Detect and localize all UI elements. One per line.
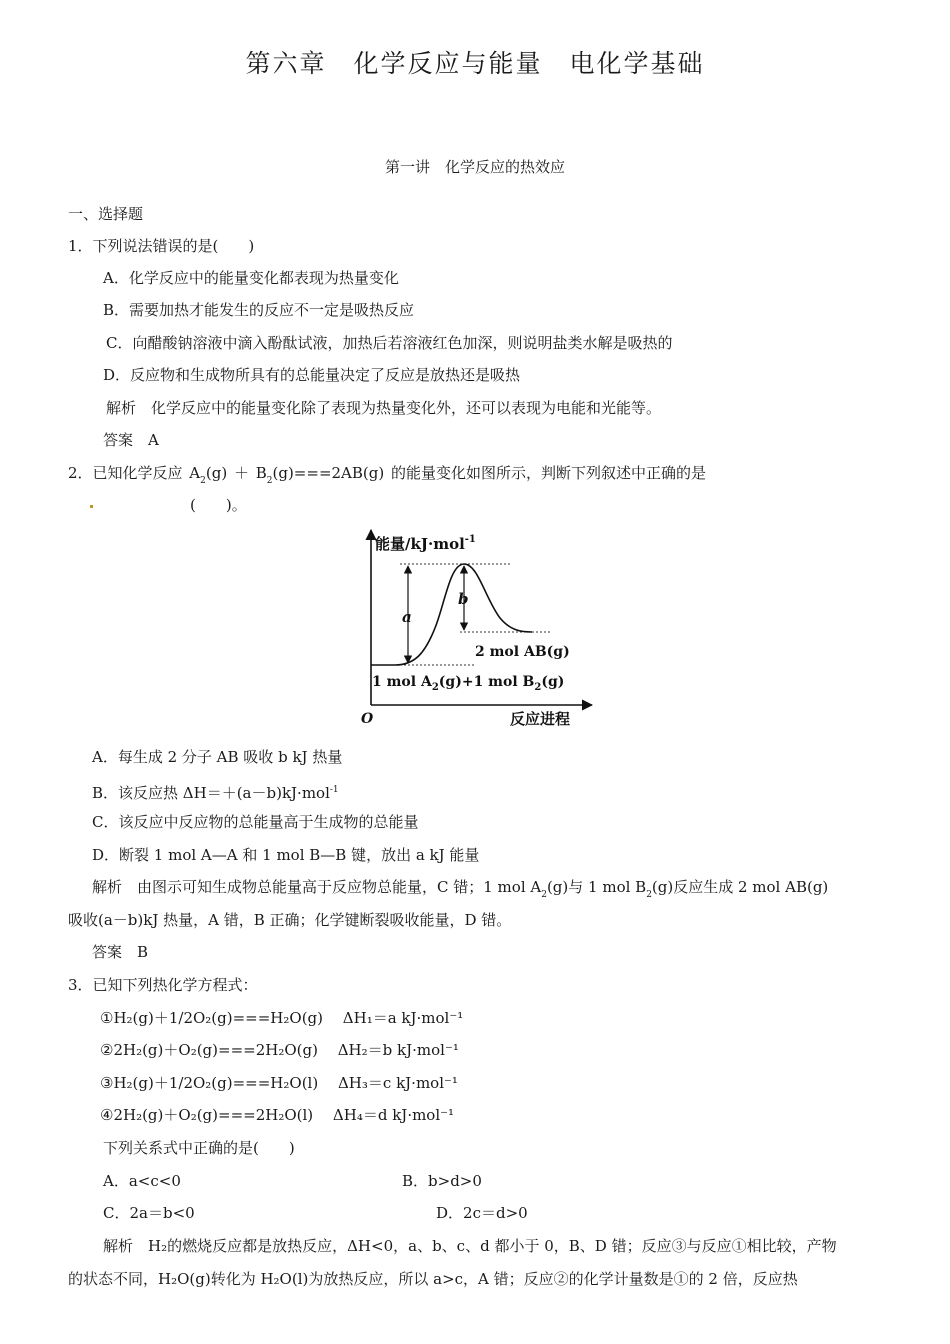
q3-question: 下列关系式中正确的是( ) (103, 1139, 295, 1157)
q2-option-c: C．该反应中反应物的总能量高于生成物的总能量 (92, 813, 419, 831)
q3-analysis-line2: 的状态不同，H₂O(g)转化为 H₂O(l)为放热反应，所以 a>c，A 错；反应②的化学计量数是①的 2 倍，反应热 (68, 1270, 798, 1288)
q2-analysis: 解析 由图示可知生成物总能量高于反应物总能量，C 错；1 mol $A_2(g)$与 1 mol $B_2(g)$反应生成 2 mol AB(g) (92, 878, 829, 900)
q3-analysis-line1: 解析 H₂的燃烧反应都是放热反应，ΔH<0，a、b、c、d 都小于 0，B、D 错；反应③与反应①相比较，产物 (103, 1237, 837, 1255)
q3-option-a: A．a<c<0 (103, 1172, 181, 1190)
q3-equation-3: ③H₂(g)＋1/2O₂(g)===H₂O(l) ΔH₃＝c kJ·mol⁻¹ (100, 1074, 458, 1092)
q3-option-c: C．2a＝b<0 (103, 1204, 195, 1222)
reactant-label: 1 mol $A_2(g)+1$ mol $B_2(g)$ (372, 674, 565, 693)
q2-option-d: D．断裂 1 mol A—A 和 1 mol B—B 键，放出 a kJ 能量 (92, 846, 480, 864)
label-a: a (402, 608, 412, 626)
q1-option-b: B．需要加热才能发生的反应不一定是吸热反应 (103, 301, 415, 319)
q1-option-a: A．化学反应中的能量变化都表现为热量变化 (103, 269, 399, 287)
page-title: 第六章 化学反应与能量 电化学基础 (245, 49, 705, 78)
q2-stem: 2．已知化学反应 $A_2(g) + B_2(g)===2AB(g)$ 的能量变化如图所示，判断下列叙述中正确的是 (68, 464, 706, 486)
energy-diagram (360, 528, 600, 733)
q2-stem-bracket: ( )。 (190, 496, 247, 514)
q3-option-d: D．2c＝d>0 (436, 1204, 528, 1222)
x-axis-label: 反应进程 (510, 710, 571, 728)
q1-option-d: D．反应物和生成物所具有的总能量决定了反应是放热还是吸热 (103, 366, 521, 384)
q3-equation-4: ④2H₂(g)＋O₂(g)===2H₂O(l) ΔH₄＝d kJ·mol⁻¹ (100, 1106, 455, 1124)
section-heading: 一、选择题 (68, 205, 144, 223)
label-b: b (458, 590, 469, 608)
q3-option-b: B．b>d>0 (402, 1172, 482, 1190)
q2-answer: 答案 B (92, 943, 149, 961)
q1-answer: 答案 A (103, 431, 159, 449)
q2-option-b: B．该反应热 ΔH＝＋(a－b)kJ·mol$^{-1}$ (92, 784, 339, 802)
y-axis-label: 能量/kJ·mol$^{-1}$ (375, 534, 476, 553)
q1-stem: 1．下列说法错误的是( ) (68, 237, 255, 255)
q1-analysis: 解析 化学反应中的能量变化除了表现为热量变化外，还可以表现为电能和光能等。 (106, 399, 662, 417)
q1-option-c: C．向醋酸钠溶液中滴入酚酞试液，加热后若溶液红色加深，则说明盐类水解是吸热的 (106, 334, 673, 352)
q3-stem: 3．已知下列热化学方程式： (68, 976, 258, 994)
product-label: 2 mol AB(g) (475, 644, 570, 660)
q3-equation-1: ①H₂(g)＋1/2O₂(g)===H₂O(g) ΔH₁＝a kJ·mol⁻¹ (100, 1009, 464, 1027)
origin-label: O (361, 711, 374, 727)
q3-equation-2: ②2H₂(g)＋O₂(g)===2H₂O(g) ΔH₂＝b kJ·mol⁻¹ (100, 1041, 459, 1059)
lecture-title: 第一讲 化学反应的热效应 (384, 158, 565, 176)
q2-option-a: A．每生成 2 分子 AB 吸收 b kJ 热量 (92, 748, 343, 766)
margin-dot (90, 505, 93, 508)
q2-analysis-line2: 吸收(a－b)kJ 热量，A 错，B 正确；化学键断裂吸收能量，D 错。 (68, 911, 512, 929)
